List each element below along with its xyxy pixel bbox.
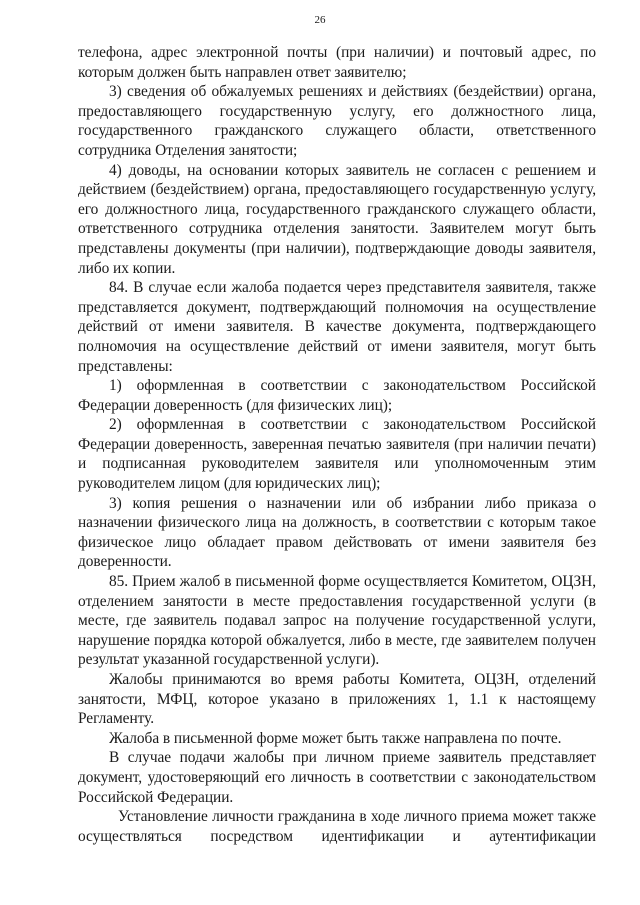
paragraph-doc-item-2: 2) оформленная в соответствии с законодательством Российской Федерации доверенность, заверенная печатью заявителя (при наличии печати) и подписанная руководителем заявителя или уполномоченным этим руководителем лицом (для юридических лиц); [78, 416, 596, 493]
document-body [78, 43, 596, 846]
paragraph-identity-verification: Установление личности гражданина в ходе личного приема может также осуществляться посредством идентификации и аутентификации [78, 808, 596, 845]
paragraph-85-written-complaints: 85. Прием жалоб в письменной форме осуществляется Комитетом, ОЦЗН, отделением занятости в месте предоставления государственной услуги (в месте, где заявитель подавал запрос на получение государственной услуги, нарушение порядка которой обжалуется, либо в месте, где заявителем получен результат указанной государственной услуги). [78, 573, 596, 669]
paragraph-contact-details: телефона, адрес электронной почты (при наличии) и почтовый адрес, по которым должен быть направлен ответ заявителю; [78, 44, 596, 81]
paragraph-personal-reception: В случае подачи жалобы при личном приеме заявитель представляет документ, удостоверяющий его личность в соответствии с законодательством Российской Федерации. [78, 749, 596, 806]
paragraph-doc-item-1: 1) оформленная в соответствии с законодательством Российской Федерации доверенность (для физических лиц); [78, 377, 596, 414]
paragraph-item-4-arguments: 4) доводы, на основании которых заявитель не согласен с решением и действием (бездействием) органа, предоставляющего государственную услугу, его должностного лица, государственного гражданского служащего области, ответственного сотрудника отделения занятости. Заявителем могут быть представлены документы (при наличии), подтверждающие доводы заявителя, либо их копии. [78, 161, 596, 277]
page-number: 26 [314, 14, 326, 26]
paragraph-84-representative: 84. В случае если жалоба подается через представителя заявителя, также представляется документ, подтверждающий полномочия на осуществление действий от имени заявителя. В качестве документа, подтверждающего полномочия на осуществление действий от имени заявителя, могут быть представлены: [78, 279, 596, 375]
paragraph-doc-item-3: 3) копия решения о назначении или об избрании либо приказа о назначении физического лица на должность, в соответствии с которым такое физическое лицо обладает правом действовать от имени заявителя без доверенности. [78, 494, 596, 571]
paragraph-item-3-decisions: 3) сведения об обжалуемых решениях и действиях (бездействии) органа, предоставляющего государственную услугу, его должностного лица, государственного гражданского служащего области, ответственного сотрудника Отделения занятости; [78, 83, 596, 159]
paragraph-postal-complaint: Жалоба в письменной форме может быть также направлена по почте. [109, 729, 562, 747]
paragraph-complaint-hours: Жалобы принимаются во время работы Комитета, ОЦЗН, отделений занятости, МФЦ, которое указано в приложениях 1, 1.1 к настоящему Регламенту. [78, 671, 596, 728]
